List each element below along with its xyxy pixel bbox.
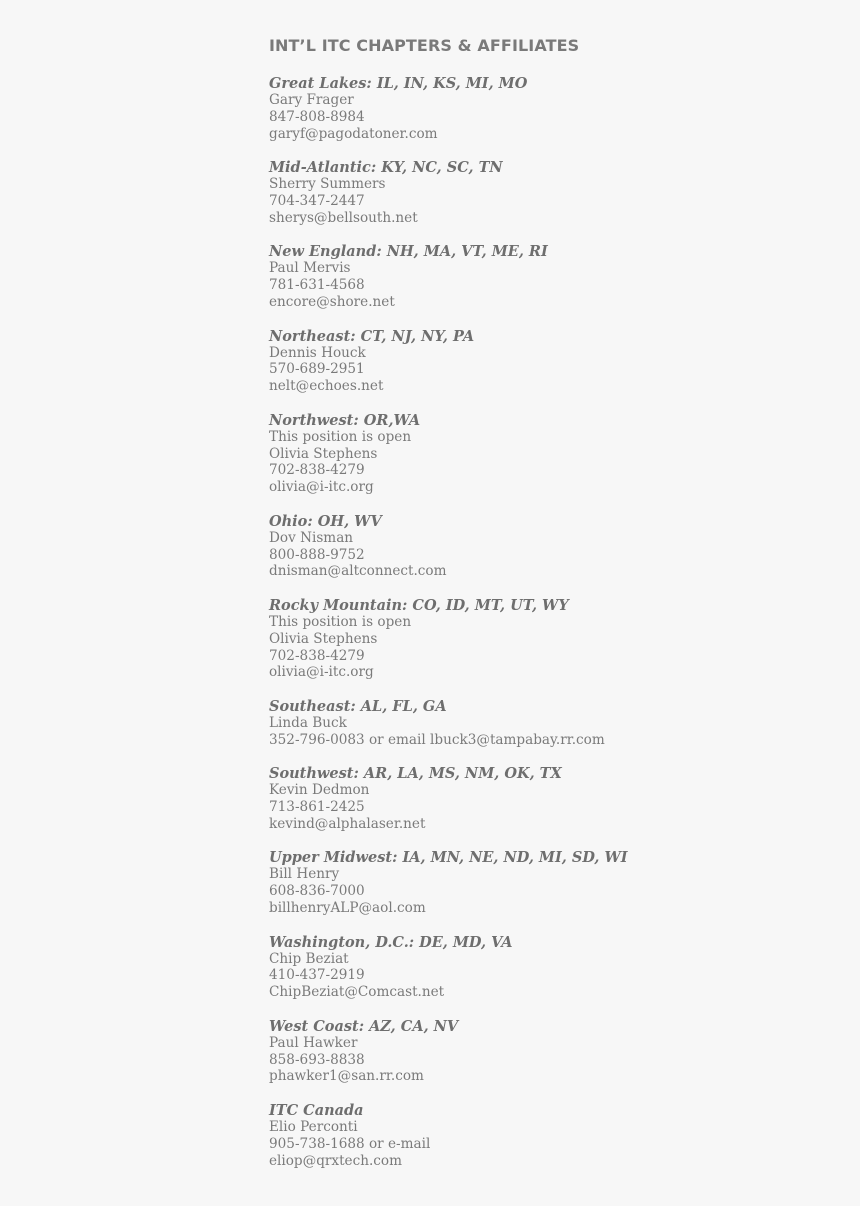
chapter-name: Rocky Mountain: CO, ID, MT, UT, WY [269, 596, 569, 614]
contact-line: ChipBeziat@Comcast.net [269, 984, 445, 1001]
contact-line: Gary Frager [269, 92, 354, 108]
contact-line: kevind@alphalaser.net [269, 815, 426, 832]
contact-line: 858-693-8838 [269, 1051, 365, 1068]
contact-line: 570-689-2951 [269, 361, 365, 378]
contact-line: 713-861-2425 [269, 799, 365, 816]
page-title: INT’L ITC CHAPTERS & AFFILIATES [269, 36, 580, 55]
chapter-name: Upper Midwest: IA, MN, NE, ND, MI, SD, WI [269, 849, 628, 867]
chapter-name: Mid-Atlantic: KY, NC, SC, TN [269, 159, 503, 177]
contact-line: 704-347-2447 [269, 192, 365, 209]
contact-line: 608-836-7000 [269, 883, 365, 900]
chapter-name: Washington, D.C.: DE, MD, VA [269, 933, 513, 951]
contact-line: 905-738-1688 or e-mail [269, 1135, 431, 1152]
contact-line: Olivia Stephens [269, 445, 378, 462]
chapter-block [269, 765, 829, 832]
contact-line: olivia@i-itc.org [269, 664, 374, 681]
contact-line: sherys@bellsouth.net [269, 209, 418, 226]
chapter-name: Southwest: AR, LA, MS, NM, OK, TX [269, 765, 562, 783]
chapter-block [269, 597, 829, 681]
contact-line: Sherry Summers [269, 176, 386, 193]
contact-line: 702-838-4279 [269, 647, 365, 664]
chapter-block [269, 513, 829, 580]
chapter-block [269, 159, 829, 226]
chapter-name: Ohio: OH, WV [269, 512, 382, 530]
chapter-block [269, 1102, 829, 1169]
chapter-name: Northeast: CT, NJ, NY, PA [269, 327, 475, 345]
contact-line: garyf@pagodatoner.com [269, 125, 438, 142]
chapter-block [269, 1018, 829, 1085]
chapter-block [269, 75, 829, 142]
contact-line: 352-796-0083 or email lbuck3@tampabay.rr.com [269, 731, 605, 748]
contact-line: 800-888-9752 [269, 546, 365, 563]
contact-line: Dov Nisman [269, 529, 354, 546]
contact-line: Linda Buck [269, 714, 347, 731]
contact-line: 847-808-8984 [269, 108, 365, 125]
contact-line: 781-631-4568 [269, 277, 365, 294]
contact-line: encore@shore.net [269, 293, 395, 310]
contact-line: Olivia Stephens [269, 630, 378, 647]
chapter-name: Great Lakes: IL, IN, KS, MI, MO [269, 75, 528, 92]
chapter-name: Southeast: AL, FL, GA [269, 697, 447, 715]
contact-line: phawker1@san.rr.com [269, 1068, 424, 1085]
contact-line: dnisman@altconnect.com [269, 563, 447, 580]
contact-line: This position is open [269, 613, 412, 630]
contact-line: billhenryALP@aol.com [269, 900, 426, 917]
chapter-block [269, 243, 829, 310]
contact-line: Paul Mervis [269, 260, 351, 277]
chapter-name: ITC Canada [269, 1102, 364, 1120]
contact-line: nelt@echoes.net [269, 378, 384, 395]
chapter-name: New England: NH, MA, VT, ME, RI [269, 243, 548, 261]
chapter-name: West Coast: AZ, CA, NV [269, 1017, 459, 1035]
chapter-block [269, 849, 829, 916]
contact-line: Elio Perconti [269, 1119, 358, 1136]
contact-line: Bill Henry [269, 866, 340, 883]
chapter-list [269, 75, 829, 1169]
chapter-block [269, 934, 829, 1001]
chapter-block [269, 412, 829, 496]
chapter-block [269, 328, 829, 395]
contact-line: olivia@i-itc.org [269, 479, 374, 496]
contact-line: This position is open [269, 428, 412, 445]
contact-line: Kevin Dedmon [269, 782, 370, 799]
contact-line: Chip Beziat [269, 950, 349, 967]
contact-line: 702-838-4279 [269, 462, 365, 479]
contact-line: Paul Hawker [269, 1034, 358, 1051]
chapters-document [269, 36, 829, 1186]
contact-line: 410-437-2919 [269, 967, 365, 984]
chapter-name: Northwest: OR,WA [269, 411, 421, 429]
contact-line: Dennis Houck [269, 344, 366, 361]
chapter-block [269, 698, 829, 749]
contact-line: eliop@qrxtech.com [269, 1152, 402, 1169]
